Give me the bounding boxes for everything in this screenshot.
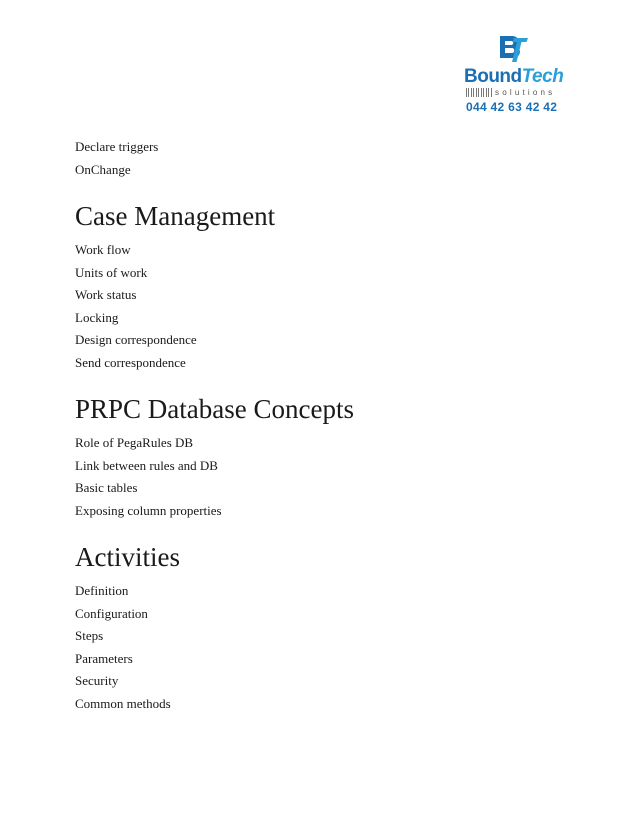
section-heading-activities: Activities — [75, 542, 180, 572]
list-item: Security — [75, 673, 119, 688]
barcode-decoration — [466, 88, 492, 97]
prpc-database-list — [75, 432, 595, 522]
document-body — [75, 136, 595, 715]
case-management-list — [75, 239, 595, 374]
list-item: Locking — [75, 309, 119, 325]
list-item: Parameters — [75, 650, 133, 666]
list-item: Common methods — [75, 695, 171, 711]
phone-number: 044 42 63 42 42 — [466, 100, 558, 114]
list-item: Basic tables — [75, 480, 138, 495]
section-heading-prpc-database: PRPC Database Concepts — [75, 394, 354, 424]
activities-list — [75, 580, 595, 715]
brand-subtitle-text: solutions — [495, 87, 556, 97]
list-item: Send correspondence — [75, 354, 186, 370]
brand-name: BoundTech — [464, 66, 564, 87]
list-item: Role of PegaRules DB — [75, 435, 194, 450]
list-item: Work status — [75, 287, 137, 302]
list-item: Declare triggers — [75, 139, 159, 154]
list-item: OnChange — [75, 161, 131, 177]
list-item: Units of work — [75, 264, 148, 280]
bt-logo-icon — [496, 34, 530, 66]
section-heading-case-management: Case Management — [75, 201, 276, 231]
brand-subtitle — [466, 87, 564, 97]
list-item: Configuration — [75, 605, 148, 621]
intro-list — [75, 136, 595, 181]
list-item: Definition — [75, 583, 129, 598]
list-item: Design correspondence — [75, 332, 197, 347]
list-item: Link between rules and DB — [75, 457, 218, 473]
list-item: Work flow — [75, 242, 131, 257]
list-item: Exposing column properties — [75, 502, 222, 518]
company-logo — [460, 34, 570, 120]
list-item: Steps — [75, 628, 104, 643]
